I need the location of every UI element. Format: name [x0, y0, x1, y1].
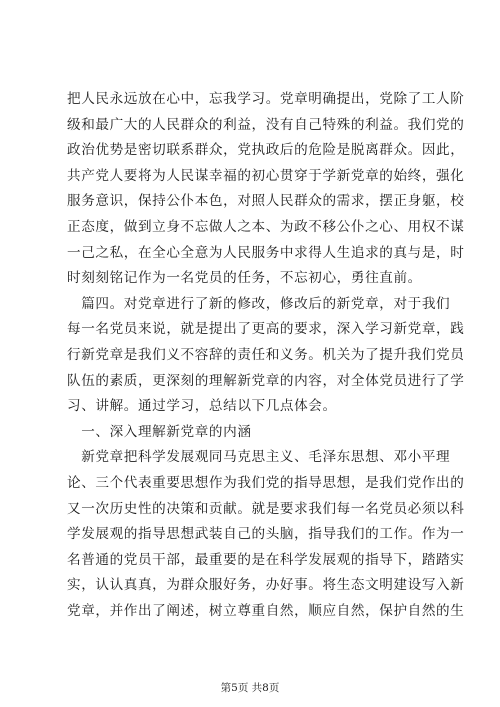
- paragraph-start: 篇四。对党章进行了新的修改，修改后的新党章，对于我们: [67, 295, 451, 312]
- text-line: 政治优势是密切联系群众，党执政后的危险是脱离群众。因此，: [67, 142, 465, 159]
- text-line: 把人民永远放在心中，忘我学习。党章明确提出，党除了工人阶: [67, 91, 465, 107]
- text-line: 队伍的素质，更深刻的理解新党章的内容，对全体党员进行了学: [67, 372, 465, 389]
- section-heading: 一、深入理解新党章的内涵: [67, 423, 252, 440]
- text-line: 时刻刻铭记作为一名党员的任务，不忘初心，勇往直前。: [67, 270, 422, 287]
- text-line: 正态度，做到立身不忘做人之本、为政不移公仆之心、用权不谋: [67, 219, 465, 235]
- text-line: 党章，并作出了阐述，树立尊重自然，顺应自然，保护自然的生: [67, 603, 465, 619]
- text-line: 又一次历史性的决策和贡献。就是要求我们每一名党员必须以科: [67, 500, 465, 517]
- text-line: 名普通的党员干部，最重要的是在科学发展观的指导下，踏踏实: [67, 551, 465, 568]
- text-line: 一己之私，在全心全意为人民服务中求得人生追求的真与是，时: [67, 244, 465, 261]
- text-line: 共产党人要将为人民谋幸福的初心贯穿于学新党章的始终，强化: [67, 167, 465, 184]
- text-line: 论、三个代表重要思想作为我们党的指导思想，是我们党作出的: [67, 475, 465, 491]
- paragraph-start: 新党章把科学发展观同马克思主义、毛泽东思想、邓小平理: [67, 449, 451, 466]
- text-line: 实，认认真真，为群众服好务，办好事。将生态文明建设写入新: [67, 577, 465, 594]
- text-line: 学发展观的指导思想武装自己的头脑，指导我们的工作。作为一: [67, 526, 465, 543]
- text-line: 服务意识，保持公仆本色，对照人民群众的需求，摆正身躯，校: [67, 193, 465, 210]
- text-line: 级和最广大的人民群众的利益，没有自己特殊的利益。我们党的: [67, 116, 465, 133]
- page-number-footer: 第5页 共8页: [220, 682, 280, 694]
- text-line: 每一名党员来说，就是提出了更高的要求，深入学习新党章，践: [67, 321, 465, 338]
- text-line: 习、讲解。通过学习，总结以下几点体会。: [67, 398, 337, 415]
- text-line: 行新党章是我们义不容辞的责任和义务。机关为了提升我们党员: [67, 347, 465, 363]
